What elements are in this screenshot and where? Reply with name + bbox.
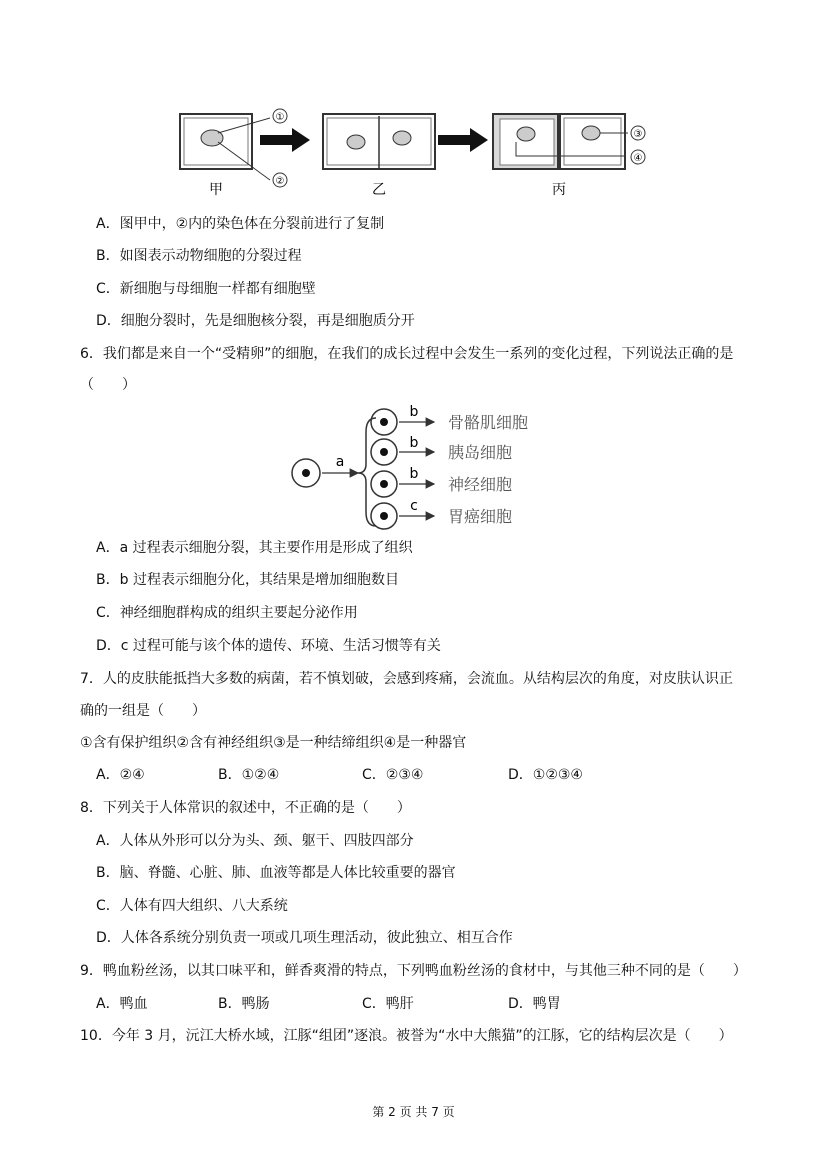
cell-name-skeletal: 骨骼肌细胞 [448, 413, 529, 432]
callout-2: ② [275, 176, 285, 187]
q8-option-a[interactable]: A．人体从外形可以分为头、颈、躯干、四肢四部分 [96, 833, 414, 849]
callout-4: ④ [633, 153, 643, 164]
q5-option-d[interactable]: D．细胞分裂时，先是细胞核分裂，再是细胞质分开 [96, 313, 415, 329]
cell-division-figure [170, 102, 670, 200]
q5-option-c[interactable]: C．新细胞与母细胞一样都有细胞壁 [96, 281, 316, 297]
q9-option-b[interactable]: B．鸭肠 [218, 996, 270, 1012]
q7-option-a[interactable]: A．②④ [96, 767, 145, 783]
q6-option-d[interactable]: D．c 过程可能与该个体的遗传、环境、生活习惯等有关 [96, 638, 441, 654]
q5-option-a[interactable]: A．图甲中，②内的染色体在分裂前进行了复制 [96, 216, 385, 232]
q7-option-b[interactable]: B．①②④ [218, 767, 280, 783]
q10-stem: 10．今年 3 月，沅江大桥水域，江豚“组团”逐浪。被誉为“水中大熊猫”的江豚，它的结构层次是（ ） [80, 1028, 733, 1044]
label-jia: 甲 [209, 182, 223, 198]
arrow-label-a: a [335, 454, 345, 470]
q8-option-d[interactable]: D．人体各系统分别负责一项或几项生理活动，彼此独立、相互合作 [96, 930, 513, 946]
q7-stem: 7．人的皮肤能抵挡大多数的病菌，若不慎划破，会感到疼痛，会流血。从结构层次的角度，对皮肤认识正 [80, 671, 733, 687]
q6-stem-blank: （ ） [80, 377, 136, 393]
cell-name-islet: 胰岛细胞 [448, 443, 513, 462]
q8-option-b[interactable]: B．脑、脊髓、心脏、肺、血液等都是人体比较重要的器官 [96, 865, 456, 881]
q7-statements: ①含有保护组织②含有神经组织③是一种结缔组织④是一种器官 [80, 735, 467, 751]
cell-name-gastric-cancer: 胃癌细胞 [448, 507, 513, 526]
arrow-label-b3: b [409, 466, 419, 482]
label-yi: 乙 [372, 182, 386, 198]
q6-option-a[interactable]: A．a 过程表示细胞分裂，其主要作用是形成了组织 [96, 540, 413, 556]
page-footer: 第 2 页 共 7 页 [372, 1105, 455, 1119]
arrow-1 [260, 128, 310, 152]
callout-1: ① [275, 112, 285, 123]
q7-option-d[interactable]: D．①②③④ [508, 767, 583, 783]
q9-option-a[interactable]: A．鸭血 [96, 996, 148, 1012]
q7-option-c[interactable]: C．②③④ [362, 767, 424, 783]
arrow-label-c: c [410, 498, 418, 514]
arrow-label-b2: b [409, 435, 419, 451]
q6-option-b[interactable]: B．b 过程表示细胞分化，其结果是增加细胞数目 [96, 572, 399, 588]
arrow-label-b1: b [409, 404, 419, 420]
cell-bing [493, 114, 628, 169]
arrow-2 [438, 128, 488, 152]
callout-3: ③ [633, 129, 643, 140]
q9-option-c[interactable]: C．鸭肝 [362, 996, 414, 1012]
q7-stem-line2: 确的一组是（ ） [80, 703, 206, 719]
label-bing: 丙 [552, 182, 566, 198]
q9-option-d[interactable]: D．鸭胃 [508, 996, 561, 1012]
q6-option-c[interactable]: C．神经细胞群构成的组织主要起分泌作用 [96, 605, 358, 621]
q9-stem: 9．鸭血粉丝汤，以其口味平和，鲜香爽滑的特点，下列鸭血粉丝汤的食材中，与其他三种不同的是（ ） [80, 963, 747, 979]
cell-differentiation-figure [286, 402, 546, 532]
cell-yi [323, 114, 435, 169]
q8-option-c[interactable]: C．人体有四大组织、八大系统 [96, 898, 288, 914]
q5-option-b[interactable]: B．如图表示动物细胞的分裂过程 [96, 248, 302, 264]
q8-stem: 8．下列关于人体常识的叙述中，不正确的是（ ） [80, 800, 411, 816]
cell-name-nerve: 神经细胞 [448, 475, 513, 494]
cell-jia [180, 114, 270, 180]
q6-stem: 6．我们都是来自一个“受精卵”的细胞，在我们的成长过程中会发生一系列的变化过程，下列说法正确的是 [80, 346, 734, 362]
